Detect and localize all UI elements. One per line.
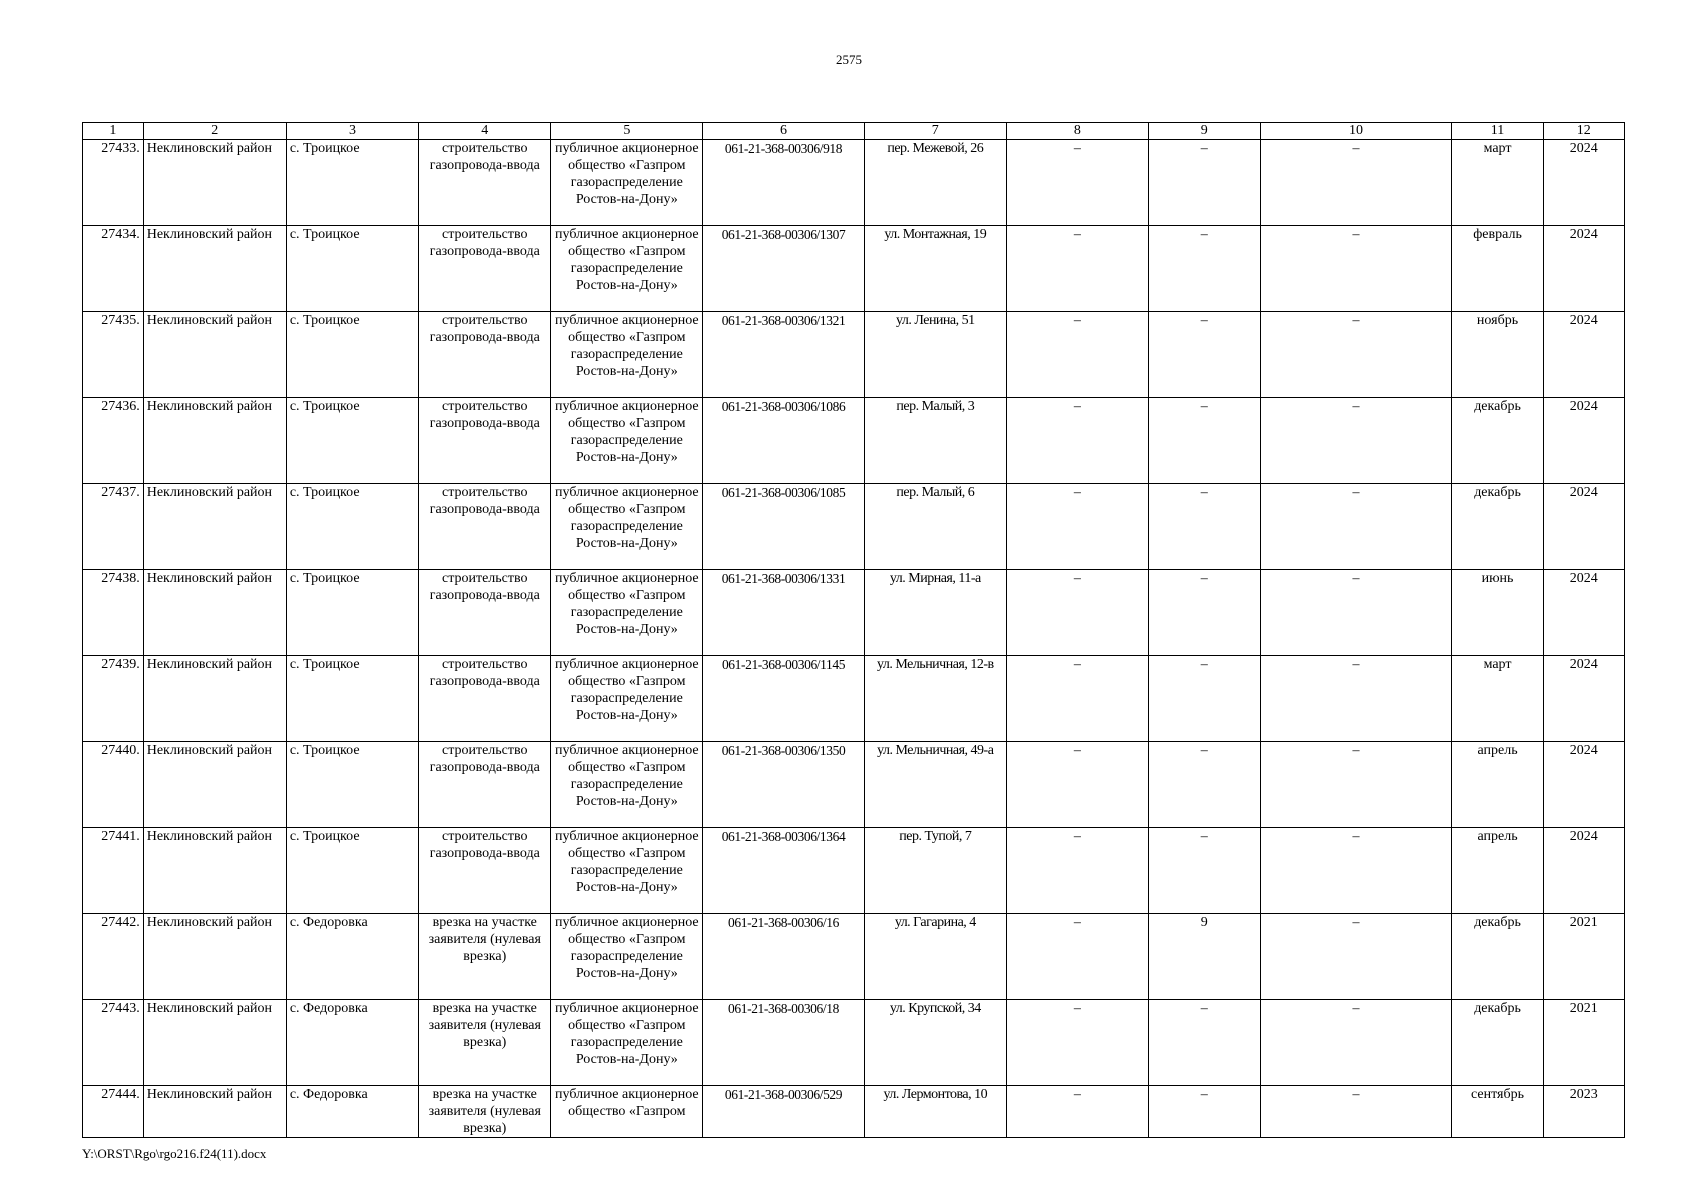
year-cell: 2024 [1543, 742, 1624, 828]
district-cell: Неклиновский район [143, 570, 286, 656]
table-row [83, 1086, 1625, 1138]
work-type-cell: строительство газопровода-ввода [419, 398, 551, 484]
year-cell: 2024 [1543, 656, 1624, 742]
code-cell: 061-21-368-00306/918 [703, 140, 865, 226]
col10-cell: – [1260, 1000, 1452, 1086]
locality-cell: с. Троицкое [286, 312, 418, 398]
year-cell: 2024 [1543, 570, 1624, 656]
col8-cell: – [1006, 1086, 1148, 1138]
month-cell: декабрь [1452, 1000, 1543, 1086]
year-cell: 2021 [1543, 1000, 1624, 1086]
col9-cell: – [1148, 140, 1260, 226]
table-row [83, 828, 1625, 914]
table-row [83, 226, 1625, 312]
col8-cell: – [1006, 484, 1148, 570]
col9-cell: 9 [1148, 914, 1260, 1000]
work-type-cell: врезка на участке заявителя (нулевая врезка) [419, 914, 551, 1000]
month-cell: апрель [1452, 828, 1543, 914]
month-cell: апрель [1452, 742, 1543, 828]
row-number: 27434. [83, 226, 144, 312]
organization-cell: публичное акционерное общество «Газпром газораспределение Ростов-на-Дону» [551, 226, 703, 312]
district-cell: Неклиновский район [143, 312, 286, 398]
work-type-cell: строительство газопровода-ввода [419, 570, 551, 656]
address-cell: ул. Монтажная, 19 [864, 226, 1006, 312]
code-cell: 061-21-368-00306/1364 [703, 828, 865, 914]
col8-cell: – [1006, 656, 1148, 742]
locality-cell: с. Троицкое [286, 484, 418, 570]
data-table [82, 122, 1625, 1138]
locality-cell: с. Федоровка [286, 1086, 418, 1138]
row-number: 27437. [83, 484, 144, 570]
year-cell: 2024 [1543, 398, 1624, 484]
col8-cell: – [1006, 398, 1148, 484]
column-header: 9 [1148, 123, 1260, 140]
code-cell: 061-21-368-00306/529 [703, 1086, 865, 1138]
col9-cell: – [1148, 656, 1260, 742]
col8-cell: – [1006, 226, 1148, 312]
work-type-cell: строительство газопровода-ввода [419, 828, 551, 914]
col10-cell: – [1260, 570, 1452, 656]
table-row [83, 914, 1625, 1000]
column-header: 6 [703, 123, 865, 140]
col10-cell: – [1260, 828, 1452, 914]
work-type-cell: врезка на участке заявителя (нулевая врезка) [419, 1000, 551, 1086]
col8-cell: – [1006, 742, 1148, 828]
month-cell: март [1452, 656, 1543, 742]
work-type-cell: строительство газопровода-ввода [419, 656, 551, 742]
col9-cell: – [1148, 226, 1260, 312]
district-cell: Неклиновский район [143, 1000, 286, 1086]
col8-cell: – [1006, 570, 1148, 656]
organization-cell: публичное акционерное общество «Газпром газораспределение Ростов-на-Дону» [551, 484, 703, 570]
table-row [83, 484, 1625, 570]
column-header: 8 [1006, 123, 1148, 140]
locality-cell: с. Троицкое [286, 742, 418, 828]
col9-cell: – [1148, 1086, 1260, 1138]
code-cell: 061-21-368-00306/1350 [703, 742, 865, 828]
address-cell: пер. Тупой, 7 [864, 828, 1006, 914]
locality-cell: с. Федоровка [286, 1000, 418, 1086]
col10-cell: – [1260, 226, 1452, 312]
col10-cell: – [1260, 656, 1452, 742]
table-row [83, 140, 1625, 226]
locality-cell: с. Троицкое [286, 140, 418, 226]
organization-cell: публичное акционерное общество «Газпром газораспределение Ростов-на-Дону» [551, 312, 703, 398]
table-row [83, 1000, 1625, 1086]
column-header: 7 [864, 123, 1006, 140]
district-cell: Неклиновский район [143, 742, 286, 828]
work-type-cell: строительство газопровода-ввода [419, 742, 551, 828]
year-cell: 2023 [1543, 1086, 1624, 1138]
address-cell: ул. Мирная, 11-а [864, 570, 1006, 656]
page-number: 2575 [836, 52, 862, 67]
year-cell: 2024 [1543, 828, 1624, 914]
district-cell: Неклиновский район [143, 656, 286, 742]
organization-cell: публичное акционерное общество «Газпром газораспределение Ростов-на-Дону» [551, 1000, 703, 1086]
year-cell: 2024 [1543, 226, 1624, 312]
address-cell: пер. Малый, 6 [864, 484, 1006, 570]
col8-cell: – [1006, 140, 1148, 226]
district-cell: Неклиновский район [143, 398, 286, 484]
year-cell: 2024 [1543, 312, 1624, 398]
code-cell: 061-21-368-00306/1086 [703, 398, 865, 484]
district-cell: Неклиновский район [143, 140, 286, 226]
organization-cell: публичное акционерное общество «Газпром [551, 1086, 703, 1138]
column-header: 5 [551, 123, 703, 140]
column-header: 1 [83, 123, 144, 140]
col10-cell: – [1260, 914, 1452, 1000]
locality-cell: с. Троицкое [286, 226, 418, 312]
col9-cell: – [1148, 742, 1260, 828]
district-cell: Неклиновский район [143, 828, 286, 914]
col8-cell: – [1006, 1000, 1148, 1086]
footer-file-path: Y:\ORST\Rgo\rgo216.f24(11).docx [82, 1146, 267, 1161]
month-cell: июнь [1452, 570, 1543, 656]
address-cell: ул. Мельничная, 12-в [864, 656, 1006, 742]
month-cell: декабрь [1452, 398, 1543, 484]
row-number: 27436. [83, 398, 144, 484]
col10-cell: – [1260, 140, 1452, 226]
row-number: 27444. [83, 1086, 144, 1138]
col9-cell: – [1148, 398, 1260, 484]
organization-cell: публичное акционерное общество «Газпром газораспределение Ростов-на-Дону» [551, 398, 703, 484]
col8-cell: – [1006, 828, 1148, 914]
district-cell: Неклиновский район [143, 484, 286, 570]
year-cell: 2021 [1543, 914, 1624, 1000]
month-cell: сентябрь [1452, 1086, 1543, 1138]
col10-cell: – [1260, 742, 1452, 828]
row-number: 27439. [83, 656, 144, 742]
column-header: 11 [1452, 123, 1543, 140]
address-cell: ул. Крупской, 34 [864, 1000, 1006, 1086]
table-row [83, 398, 1625, 484]
month-cell: март [1452, 140, 1543, 226]
code-cell: 061-21-368-00306/1307 [703, 226, 865, 312]
row-number: 27443. [83, 1000, 144, 1086]
district-cell: Неклиновский район [143, 1086, 286, 1138]
table-row [83, 656, 1625, 742]
organization-cell: публичное акционерное общество «Газпром газораспределение Ростов-на-Дону» [551, 570, 703, 656]
column-header: 4 [419, 123, 551, 140]
row-number: 27440. [83, 742, 144, 828]
organization-cell: публичное акционерное общество «Газпром газораспределение Ростов-на-Дону» [551, 656, 703, 742]
organization-cell: публичное акционерное общество «Газпром газораспределение Ростов-на-Дону» [551, 914, 703, 1000]
col9-cell: – [1148, 312, 1260, 398]
column-header: 12 [1543, 123, 1624, 140]
locality-cell: с. Федоровка [286, 914, 418, 1000]
col9-cell: – [1148, 570, 1260, 656]
code-cell: 061-21-368-00306/1145 [703, 656, 865, 742]
col9-cell: – [1148, 1000, 1260, 1086]
locality-cell: с. Троицкое [286, 656, 418, 742]
year-cell: 2024 [1543, 140, 1624, 226]
month-cell: февраль [1452, 226, 1543, 312]
district-cell: Неклиновский район [143, 226, 286, 312]
col9-cell: – [1148, 484, 1260, 570]
organization-cell: публичное акционерное общество «Газпром газораспределение Ростов-на-Дону» [551, 828, 703, 914]
address-cell: ул. Лермонтова, 10 [864, 1086, 1006, 1138]
organization-cell: публичное акционерное общество «Газпром газораспределение Ростов-на-Дону» [551, 140, 703, 226]
month-cell: декабрь [1452, 914, 1543, 1000]
address-cell: ул. Ленина, 51 [864, 312, 1006, 398]
address-cell: пер. Межевой, 26 [864, 140, 1006, 226]
address-cell: пер. Малый, 3 [864, 398, 1006, 484]
row-number: 27441. [83, 828, 144, 914]
header-row [83, 123, 1625, 140]
work-type-cell: строительство газопровода-ввода [419, 484, 551, 570]
organization-cell: публичное акционерное общество «Газпром газораспределение Ростов-на-Дону» [551, 742, 703, 828]
work-type-cell: врезка на участке заявителя (нулевая врезка) [419, 1086, 551, 1138]
code-cell: 061-21-368-00306/1085 [703, 484, 865, 570]
locality-cell: с. Троицкое [286, 570, 418, 656]
locality-cell: с. Троицкое [286, 828, 418, 914]
code-cell: 061-21-368-00306/18 [703, 1000, 865, 1086]
code-cell: 061-21-368-00306/1331 [703, 570, 865, 656]
col10-cell: – [1260, 1086, 1452, 1138]
col10-cell: – [1260, 398, 1452, 484]
table-row [83, 742, 1625, 828]
locality-cell: с. Троицкое [286, 398, 418, 484]
address-cell: ул. Мельничная, 49-а [864, 742, 1006, 828]
month-cell: декабрь [1452, 484, 1543, 570]
row-number: 27442. [83, 914, 144, 1000]
address-cell: ул. Гагарина, 4 [864, 914, 1006, 1000]
work-type-cell: строительство газопровода-ввода [419, 226, 551, 312]
column-header: 10 [1260, 123, 1452, 140]
col10-cell: – [1260, 312, 1452, 398]
col9-cell: – [1148, 828, 1260, 914]
table-row [83, 312, 1625, 398]
col8-cell: – [1006, 312, 1148, 398]
row-number: 27433. [83, 140, 144, 226]
district-cell: Неклиновский район [143, 914, 286, 1000]
row-number: 27435. [83, 312, 144, 398]
table-row [83, 570, 1625, 656]
work-type-cell: строительство газопровода-ввода [419, 312, 551, 398]
work-type-cell: строительство газопровода-ввода [419, 140, 551, 226]
column-header: 3 [286, 123, 418, 140]
year-cell: 2024 [1543, 484, 1624, 570]
code-cell: 061-21-368-00306/16 [703, 914, 865, 1000]
code-cell: 061-21-368-00306/1321 [703, 312, 865, 398]
col8-cell: – [1006, 914, 1148, 1000]
column-header: 2 [143, 123, 286, 140]
row-number: 27438. [83, 570, 144, 656]
col10-cell: – [1260, 484, 1452, 570]
month-cell: ноябрь [1452, 312, 1543, 398]
